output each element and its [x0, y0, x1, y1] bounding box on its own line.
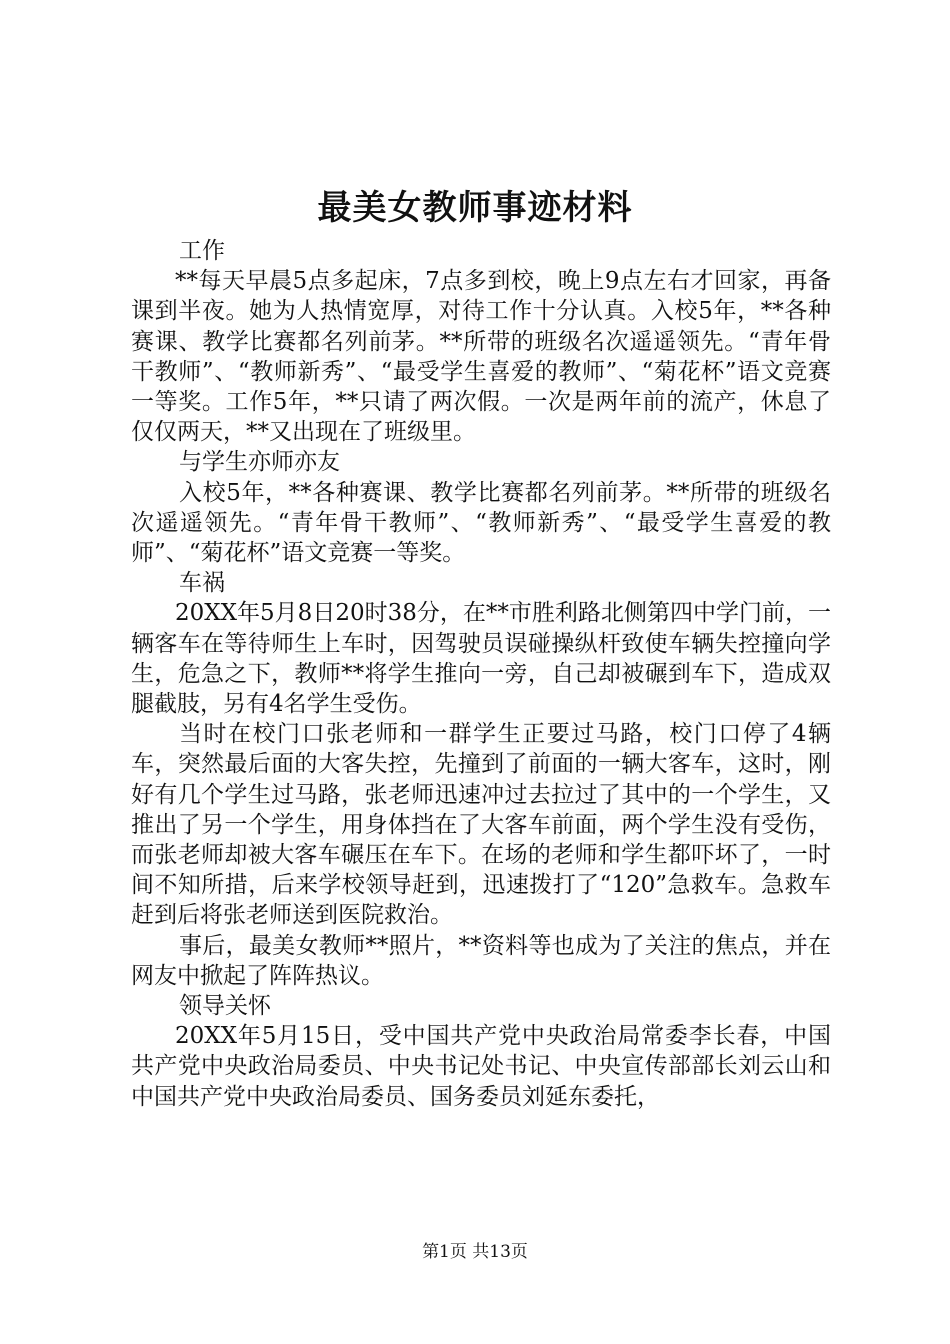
section-heading-work: 工作	[179, 238, 225, 264]
document-body	[131, 236, 831, 1112]
paragraph-students: 入校5年，**各种赛课、教学比赛都名列前茅。**所带的班级名次遥遥领先。“青年骨干教师”、“教师新秀”、“最受学生喜爱的教师”、“菊花杯”语文竞赛一等奖。	[131, 479, 831, 567]
paragraph-accident-detail: 当时在校门口张老师和一群学生正要过马路，校门口停了4辆车，突然最后面的大客失控，先撞到了前面的一辆大客车，这时，刚好有几个学生过马路，张老师迅速冲过去拉过了其中的一个学生，又推出了另一个学生，用身体挡在了大客车前面，两个学生没有受伤，而张老师却被大客车碾压在车下。在场的老师和学生都吓坏了，一时间不知所措，后来学校领导赶到，迅速拨打了“120”急救车。急救车赶到后将张老师送到医院救治。	[131, 721, 831, 929]
section-heading-leaders: 领导关怀	[179, 993, 271, 1020]
page-number-footer: 第1页 共13页	[422, 1242, 528, 1262]
paragraph-accident: 20XX年5月8日20时38分，在**市胜利路北侧第四中学门前，一辆客车在等待师生上车时，因驾驶员误碰操纵杆致使车辆失控撞向学生，危急之下，教师**将学生推向一旁，自己却被碾到车下，造成双腿截肢，另有4名学生受伤。	[131, 600, 831, 718]
document-title: 最美女教师事迹材料	[317, 188, 633, 228]
section-heading-students: 与学生亦师亦友	[179, 449, 340, 476]
section-heading-accident: 车祸	[179, 570, 225, 597]
paragraph-leaders: 20XX年5月15日，受中国共产党中央政治局常委李长春，中国共产党中央政治局委员、中央书记处书记、中央宣传部部长刘云山和中国共产党中央政治局委员、国务委员刘延东委托，	[131, 1023, 831, 1110]
paragraph-aftermath: 事后，最美女教师**照片，**资料等也成为了关注的焦点，并在网友中掀起了阵阵热议。	[131, 932, 831, 989]
paragraph-work: **每天早晨5点多起床，7点多到校，晚上9点左右才回家，再备课到半夜。她为人热情宽厚，对待工作十分认真。入校5年，**各种赛课、教学比赛都名列前茅。**所带的班级名次遥遥领先。“青年骨干教师”、“教师新秀”、“最受学生喜爱的教师”、“菊花杯”语文竞赛一等奖。工作5年，**只请了两次假。一次是两年前的流产，休息了仅仅两天，**又出现在了班级里。	[131, 268, 831, 446]
